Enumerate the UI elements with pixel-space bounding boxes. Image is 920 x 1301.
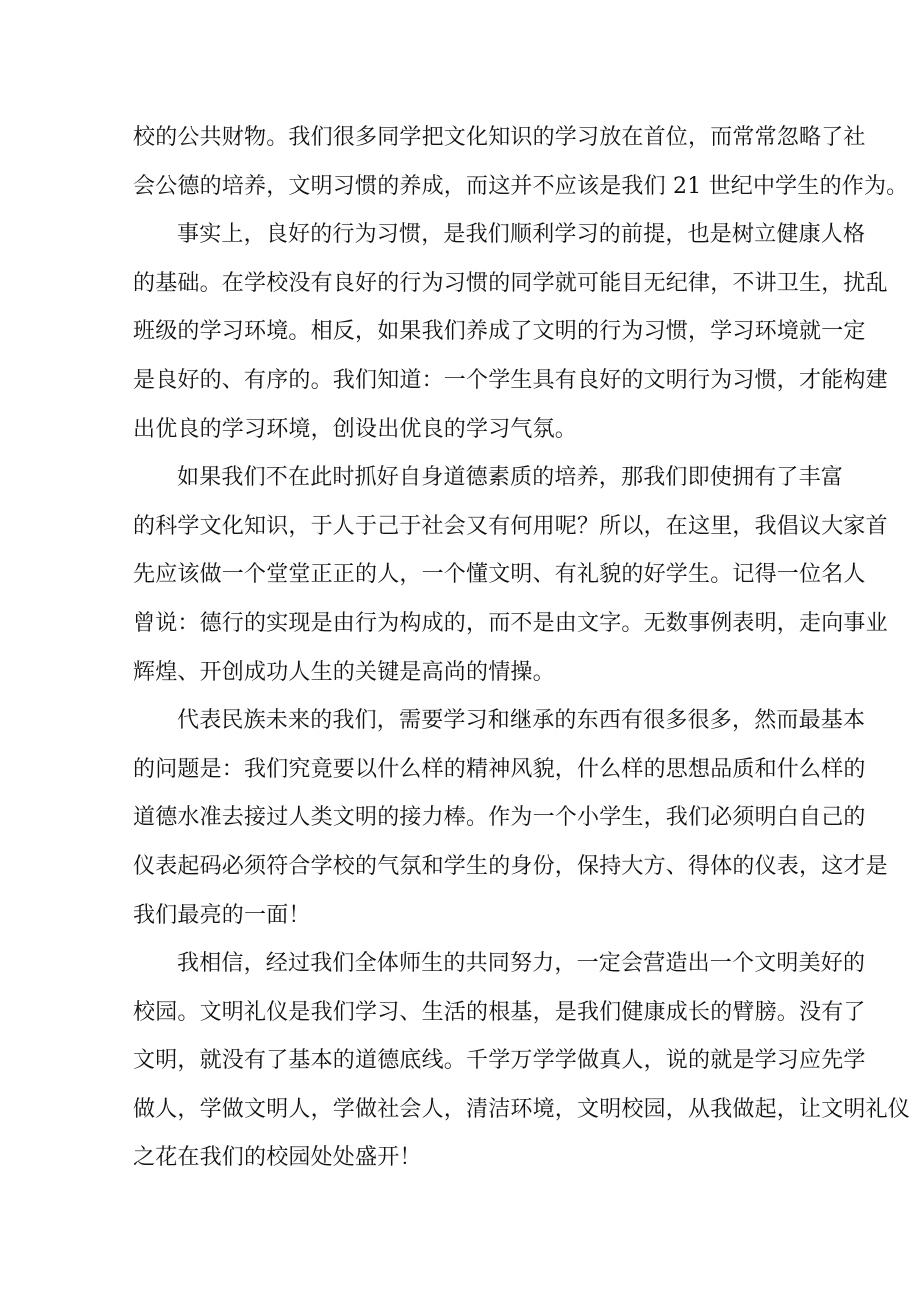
text-line: 先应该做一个堂堂正正的人，一个懂文明、有礼貌的好学生。记得一位名人 xyxy=(133,562,866,588)
text-line: 校的公共财物。我们很多同学把文化知识的学习放在首位，而常常忽略了社 xyxy=(133,125,866,150)
text-line: 班级的学习环境。相反，如果我们养成了文明的行为习惯，学习环境就一定 xyxy=(133,319,866,345)
text-line: 的科学文化知识，于人于己于社会又有何用呢？所以，在这里，我倡议大家首 xyxy=(133,513,888,539)
text-line: 文明，就没有了基本的道德底线。千学万学学做真人，说的就是学习应先学 xyxy=(133,1048,866,1074)
document-body xyxy=(133,114,911,1183)
text-line: 仪表起码必须符合学校的气氛和学生的身份，保持大方、得体的仪表，这才是 xyxy=(133,853,888,879)
text-line: 事实上，良好的行为习惯，是我们顺利学习的前提，也是树立健康人格 xyxy=(177,222,866,248)
paragraph-1 xyxy=(133,114,909,211)
text-line: 做人，学做文明人，学做社会人，清洁环境，文明校园，从我做起，让文明礼仪 xyxy=(133,1096,911,1122)
paragraph-4 xyxy=(133,697,888,940)
text-line: 代表民族未来的我们，需要学习和继承的东西有很多很多，然而最基本 xyxy=(177,708,866,734)
text-line: 的问题是：我们究竟要以什么样的精神风貌，什么样的思想品质和什么样的 xyxy=(133,756,866,782)
paragraph-3 xyxy=(133,454,888,697)
text-line: 出优良的学习环境，创设出优良的学习气氛。 xyxy=(133,416,578,442)
text-line: 我相信，经过我们全体师生的共同努力，一定会营造出一个文明美好的 xyxy=(177,951,866,977)
text-line: 的基础。在学校没有良好的行为习惯的同学就可能目无纪律，不讲卫生，扰乱 xyxy=(133,270,888,296)
text-line: 道德水准去接过人类文明的接力棒。作为一个小学生，我们必须明白自己的 xyxy=(133,805,866,831)
text-line: 校园。文明礼仪是我们学习、生活的根基，是我们健康成长的臂膀。没有了 xyxy=(133,999,866,1025)
text-line: 是良好的、有序的。我们知道：一个学生具有良好的文明行为习惯，才能构建 xyxy=(133,367,888,393)
paragraph-2 xyxy=(133,211,888,454)
text-line: 会公德的培养，文明习惯的养成，而这并不应该是我们 21 世纪中学生的作为。 xyxy=(133,173,909,199)
text-line: 如果我们不在此时抓好自身道德素质的培养，那我们即使拥有了丰富 xyxy=(177,465,844,491)
text-line: 辉煌、开创成功人生的关键是高尚的情操。 xyxy=(133,659,555,685)
text-line: 我们最亮的一面！ xyxy=(133,902,311,928)
text-line: 之花在我们的校园处处盛开！ xyxy=(133,1145,422,1171)
text-line: 曾说：德行的实现是由行为构成的，而不是由文字。无数事例表明，走向事业 xyxy=(133,610,888,636)
paragraph-5 xyxy=(133,940,911,1183)
